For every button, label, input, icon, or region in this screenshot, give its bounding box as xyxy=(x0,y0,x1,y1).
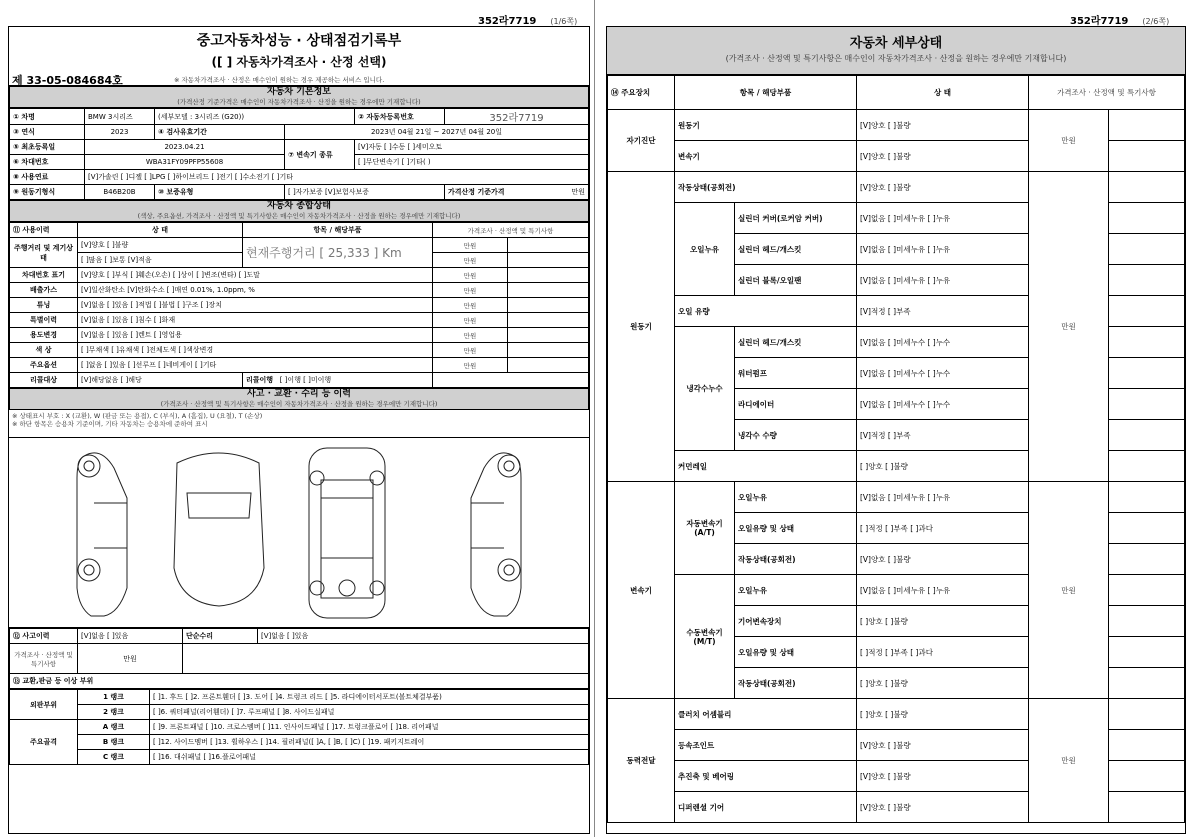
state: [V]양호 [ ]불량 xyxy=(857,544,1029,575)
state: [V]적정 [ ]부족 xyxy=(857,296,1029,327)
label-usage: 용도변경 xyxy=(10,328,78,343)
subgroup-auto-trans: 자동변속기 (A/T) xyxy=(675,482,735,575)
inspection-period: 2023년 04월 21일 ~ 2027년 04월 20일 xyxy=(285,125,589,140)
item: 추진축 및 베어링 xyxy=(675,761,857,792)
price-unit: 만원 xyxy=(433,298,508,313)
price-cell xyxy=(445,185,589,200)
section-subtitle: (가격산정 기준가격은 매수인이 자동차가격조사 · 산정을 원하는 경우에만 기재합니다) xyxy=(177,98,421,106)
label-recall-status: 리콜이행 xyxy=(246,376,274,384)
fuel: [V]가솔린 [ ]디젤 [ ]LPG [ ]하이브리드 [ ]전기 [ ]수소전기 [ ]기타 xyxy=(85,170,589,185)
item: 디퍼렌셜 기어 xyxy=(675,792,857,823)
state: [V]양호 [ ]불량 xyxy=(857,141,1029,172)
basic-info-bar xyxy=(9,86,589,108)
legend-notes xyxy=(9,410,589,438)
tuning: [V]없음 [ ]있음 [ ]적법 [ ]불법 [ ]구조 [ ]장치 xyxy=(78,298,433,313)
page-header xyxy=(478,12,577,27)
item: 오일 유량 xyxy=(675,296,857,327)
car-name: BMW 3시리즈 xyxy=(85,109,155,125)
item: 실린더 헤드/개스킷 xyxy=(735,234,857,265)
item: 작동상태(공회전) xyxy=(675,172,857,203)
legend-line: ※ 하단 항목은 승용차 기준이며, 기타 자동차는 승용차에 준하여 표시 xyxy=(12,420,208,428)
car-diagram xyxy=(9,438,589,628)
parts-table xyxy=(9,689,589,765)
label-accident: ⑫ 사고이력 xyxy=(10,629,78,644)
accident-bar xyxy=(9,388,589,410)
state: [V]양호 [ ]불량 xyxy=(857,761,1029,792)
section-subtitle: (가격조사 · 산정액 및 특기사항은 매수인이 자동차가격조사 · 산정을 원하는 경우에만 기재합니다) xyxy=(160,400,438,408)
page-header xyxy=(1070,12,1169,27)
item: 작동상태(공회전) xyxy=(735,544,857,575)
col-state: 상 태 xyxy=(857,76,1029,110)
col-price: 가격조사 · 산정액 및 특기사항 xyxy=(433,223,589,238)
vin-mark: [V]양호 [ ]부식 [ ]훼손(오손) [ ]상이 [ ]변조(변타) [ ]도말 xyxy=(78,268,433,283)
rank-c-parts: [ ]16. 대쉬패널 [ ]16.플로어패널 xyxy=(150,750,589,765)
item: 기어변속장치 xyxy=(735,606,857,637)
subgroup-oil-leak: 오일누유 xyxy=(675,203,735,296)
warranty: [ ]자가보증 [V]보험사보증 xyxy=(285,185,445,200)
price-unit: 만원 xyxy=(433,343,508,358)
rank-2: 2 랭크 xyxy=(78,705,150,720)
subgroup-coolant-leak: 냉각수누수 xyxy=(675,327,735,451)
emission: [V]일산화탄소 [V]탄화수소 [ ]매연 0.01%, 1.0ppm, % xyxy=(78,283,433,298)
state: [V]양호 [ ]불량 xyxy=(857,110,1029,141)
state: [V]양호 [ ]불량 xyxy=(857,792,1029,823)
item: 오일누유 xyxy=(735,575,857,606)
odometer-level: [ ]많음 [ ]보통 [V]적음 xyxy=(78,253,243,268)
state: [V]없음 [ ]미세누유 [ ]누유 xyxy=(857,575,1029,606)
warranty-cell xyxy=(155,185,285,200)
item: 라디에이터 xyxy=(735,389,857,420)
section-subtitle: (색상, 주요옵션, 가격조사 · 산정액 및 특기사항은 매수인이 자동차가격조사 · 산정을 원하는 경우에만 기재합니다) xyxy=(137,212,461,220)
subgroup-manual-trans: 수동변속기 (M/T) xyxy=(675,575,735,699)
price-unit: 만원 xyxy=(1029,482,1109,699)
accident-history: [V]없음 [ ]있음 xyxy=(78,629,183,644)
label-first-reg: ⑤ 최초등록일 xyxy=(10,140,85,155)
transmission-opts-2: [ ]무단변속기 [ ]기타( ) xyxy=(355,155,589,170)
detail-title: 자동차 세부상태 xyxy=(849,36,943,51)
price-unit: 만원 xyxy=(433,283,508,298)
form-title: 중고자동차성능 · 상태점검기록부 xyxy=(196,33,402,49)
doc-number: 제 33-05-084684호 xyxy=(12,74,123,87)
rank-c: C 랭크 xyxy=(78,750,150,765)
detail-subtitle: (가격조사 · 산정액 및 특기사항은 매수인이 자동차가격조사 · 산정을 원하는 경우에만 기재합니다) xyxy=(725,54,1067,63)
item: 오일누유 xyxy=(735,482,857,513)
section-title: 자동차 기본정보 xyxy=(267,87,331,97)
state: [ ]양호 [ ]불량 xyxy=(857,699,1029,730)
item: 작동상태(공회전) xyxy=(735,668,857,699)
page-indicator: (1/6쪽) xyxy=(550,17,578,26)
state: [V]양호 [ ]불량 xyxy=(857,172,1029,203)
rank-1: 1 랭크 xyxy=(78,690,150,705)
state: [V]없음 [ ]미세누수 [ ]누수 xyxy=(857,389,1029,420)
label-special: 특별이력 xyxy=(10,313,78,328)
plate-number: 352라7719 xyxy=(1070,16,1129,27)
state: [V]없음 [ ]미세누유 [ ]누유 xyxy=(857,265,1029,296)
label-options: 주요옵션 xyxy=(10,358,78,373)
accident-price-unit: 만원 xyxy=(78,644,183,674)
parts-title: ⑬ 교환,판금 등 이상 부위 xyxy=(10,674,589,689)
year: 2023 xyxy=(85,125,155,140)
special-history: [V]없음 [ ]있음 [ ]침수 [ ]화재 xyxy=(78,313,433,328)
plate-number: 352라7719 xyxy=(478,16,537,27)
overall-table xyxy=(9,222,589,388)
usage-change: [V]없음 [ ]있음 [ ]렌트 [ ]영업용 xyxy=(78,328,433,343)
item: 등속조인트 xyxy=(675,730,857,761)
detail-form xyxy=(606,26,1186,834)
item: 클러치 어셈블리 xyxy=(675,699,857,730)
label-car-name: ① 차명 xyxy=(10,109,85,125)
col-device: ⑭ 주요장치 xyxy=(608,76,675,110)
group-engine: 원동기 xyxy=(608,172,675,482)
label-fuel: ⑧ 사용연료 xyxy=(10,170,85,185)
overall-bar xyxy=(9,200,589,222)
rank-1-parts: [ ]1. 후드 [ ]2. 프론트휀더 [ ]3. 도어 [ ]4. 트렁크 리드 [ ]5. 라디에이터서포트(볼트체결부품) xyxy=(150,690,589,705)
price-unit: 만원 xyxy=(433,238,508,253)
item: 실린더 블록/오일팬 xyxy=(735,265,857,296)
state: [V]없음 [ ]미세누유 [ ]누유 xyxy=(857,482,1029,513)
car-model-detail: (세부모델 : 3시리즈 (G20)) xyxy=(155,109,355,125)
label-warranty: ⑩ 보증유형 xyxy=(158,188,194,196)
group-drivetrain: 동력전달 xyxy=(608,699,675,823)
state: [ ]양호 [ ]불량 xyxy=(857,451,1029,482)
options: [ ]없음 [ ]있음 [ ]선루프 [ ]네비게이 [ ]기타 xyxy=(78,358,433,373)
section-title: 자동차 종합상태 xyxy=(267,201,331,211)
rank-b: B 랭크 xyxy=(78,735,150,750)
simple-repair: [V]없음 [ ]있음 xyxy=(258,629,589,644)
state: [V]없음 [ ]미세누수 [ ]누수 xyxy=(857,327,1029,358)
rank-a: A 랭크 xyxy=(78,720,150,735)
col-item: 항목 / 해당부품 xyxy=(243,223,433,238)
state: [V]없음 [ ]미세누유 [ ]누유 xyxy=(857,234,1029,265)
detail-table xyxy=(607,75,1185,823)
state: [ ]적정 [ ]부족 [ ]과다 xyxy=(857,637,1029,668)
group-self-diagnosis: 자기진단 xyxy=(608,110,675,172)
item: 실린더 헤드/개스킷 xyxy=(735,327,857,358)
label-odometer: 주행거리 및 계기상태 xyxy=(10,238,78,268)
basic-info-table xyxy=(9,108,589,200)
price-unit: 만원 xyxy=(433,268,508,283)
recall-status: [ ]이행 [ ]미이행 xyxy=(279,376,332,384)
item: 오일유량 및 상태 xyxy=(735,637,857,668)
col-state: 상 태 xyxy=(78,223,243,238)
doc-note: ※ 자동차가격조사 · 산정은 매수인이 원하는 경우 제공하는 서비스 입니다. xyxy=(174,76,385,84)
label-engine: ⑨ 원동기형식 xyxy=(10,185,85,200)
state: [V]없음 [ ]미세누수 [ ]누수 xyxy=(857,358,1029,389)
form-subtitle: ([ ] 자동차가격조사 · 산정 선택) xyxy=(211,55,387,69)
odometer-state: [V]양호 [ ]불량 xyxy=(78,238,243,253)
first-reg: 2023.04.21 xyxy=(85,140,285,155)
col-use-history: ⑪ 사용이력 xyxy=(10,223,78,238)
price-unit: 만원 xyxy=(433,358,508,373)
group-transmission: 변속기 xyxy=(608,482,675,699)
label-vin-mark: 차대번호 표기 xyxy=(10,268,78,283)
recall-status-cell xyxy=(243,373,433,388)
label-year: ③ 연식 xyxy=(10,125,85,140)
price-unit: 만원 xyxy=(1029,110,1109,172)
legend-line: ※ 상태표시 부호 : X (교환), W (판금 또는 용접), C (부식), A (흠집), U (요철), T (손상) xyxy=(12,412,263,420)
label-reg-no: ② 자동차등록번호 xyxy=(355,109,445,125)
label-emission: 배출가스 xyxy=(10,283,78,298)
state: [V]적정 [ ]부족 xyxy=(857,420,1029,451)
label-simple-repair: 단순수리 xyxy=(183,629,258,644)
item: 변속기 xyxy=(675,141,857,172)
price-unit: 만원 xyxy=(433,313,508,328)
label-price: 가격산정 기준가격 xyxy=(448,188,505,196)
label-accident-price: 가격조사 · 산정액 및 특기사항 xyxy=(10,644,78,674)
label-color: 색 상 xyxy=(10,343,78,358)
odometer-value: 현재주행거리 [ 25,333 ] Km xyxy=(243,238,433,268)
price-unit: 만원 xyxy=(433,253,508,268)
item: 워터펌프 xyxy=(735,358,857,389)
color: [ ]무채색 [ ]유채색 [ ]전체도색 [ ]색상변경 xyxy=(78,343,433,358)
transmission-opts-1: [V]자동 [ ]수동 [ ]세미오토 xyxy=(355,140,589,155)
price-unit: 만원 xyxy=(1029,172,1109,482)
price-unit: 만원 xyxy=(1029,699,1109,823)
label-frame: 주요골격 xyxy=(10,720,78,765)
state: [ ]양호 [ ]불량 xyxy=(857,606,1029,637)
price-unit: 만원 xyxy=(433,328,508,343)
label-recall: 리콜대상 xyxy=(10,373,78,388)
col-item: 항목 / 해당부품 xyxy=(675,76,857,110)
col-price: 가격조사 · 산정액 및 특기사항 xyxy=(1029,76,1185,110)
recall: [V]해당없음 [ ]해당 xyxy=(78,373,243,388)
state: [ ]적정 [ ]부족 [ ]과다 xyxy=(857,513,1029,544)
item: 냉각수 수량 xyxy=(735,420,857,451)
page-indicator: (2/6쪽) xyxy=(1142,17,1170,26)
state: [V]양호 [ ]불량 xyxy=(857,730,1029,761)
item: 오일유량 및 상태 xyxy=(735,513,857,544)
label-vin: ⑥ 차대번호 xyxy=(10,155,85,170)
item: 원동기 xyxy=(675,110,857,141)
state: [V]없음 [ ]미세누유 [ ]누유 xyxy=(857,203,1029,234)
record-form xyxy=(8,26,590,834)
accident-table xyxy=(9,628,589,689)
detail-header xyxy=(607,27,1185,75)
label-tuning: 튜닝 xyxy=(10,298,78,313)
state: [ ]양호 [ ]불량 xyxy=(857,668,1029,699)
section-title: 사고 · 교환 · 수리 등 이력 xyxy=(247,389,351,399)
rank-a-parts: [ ]9. 프론트패널 [ ]10. 크로스멤버 [ ]11. 인사이드패널 [ ]17. 트렁크플로어 [ ]18. 리어패널 xyxy=(150,720,589,735)
vin: WBA31FY09PFP55608 xyxy=(85,155,285,170)
page-2 xyxy=(600,0,1186,837)
rank-2-parts: [ ]6. 쿼터패널(리어휀더) [ ]7. 루프패널 [ ]8. 사이드실패널 xyxy=(150,705,589,720)
label-outer-panels: 외판부위 xyxy=(10,690,78,720)
label-transmission: ⑦ 변속기 종류 xyxy=(285,140,355,170)
engine-type: B46B20B xyxy=(85,185,155,200)
label-inspection: ④ 검사유효기간 xyxy=(155,125,285,140)
reg-no: 352라7719 xyxy=(445,109,589,125)
car-outline-diagram xyxy=(9,438,589,628)
item: 실린더 커버(로커암 커버) xyxy=(735,203,857,234)
price-unit: 만원 xyxy=(571,188,585,196)
item: 커먼레일 xyxy=(675,451,857,482)
rank-b-parts: [ ]12. 사이드멤버 [ ]13. 휠하우스 [ ]14. 필러패널([ ]A, [ ]B, [ ]C) [ ]19. 패키지트레이 xyxy=(150,735,589,750)
